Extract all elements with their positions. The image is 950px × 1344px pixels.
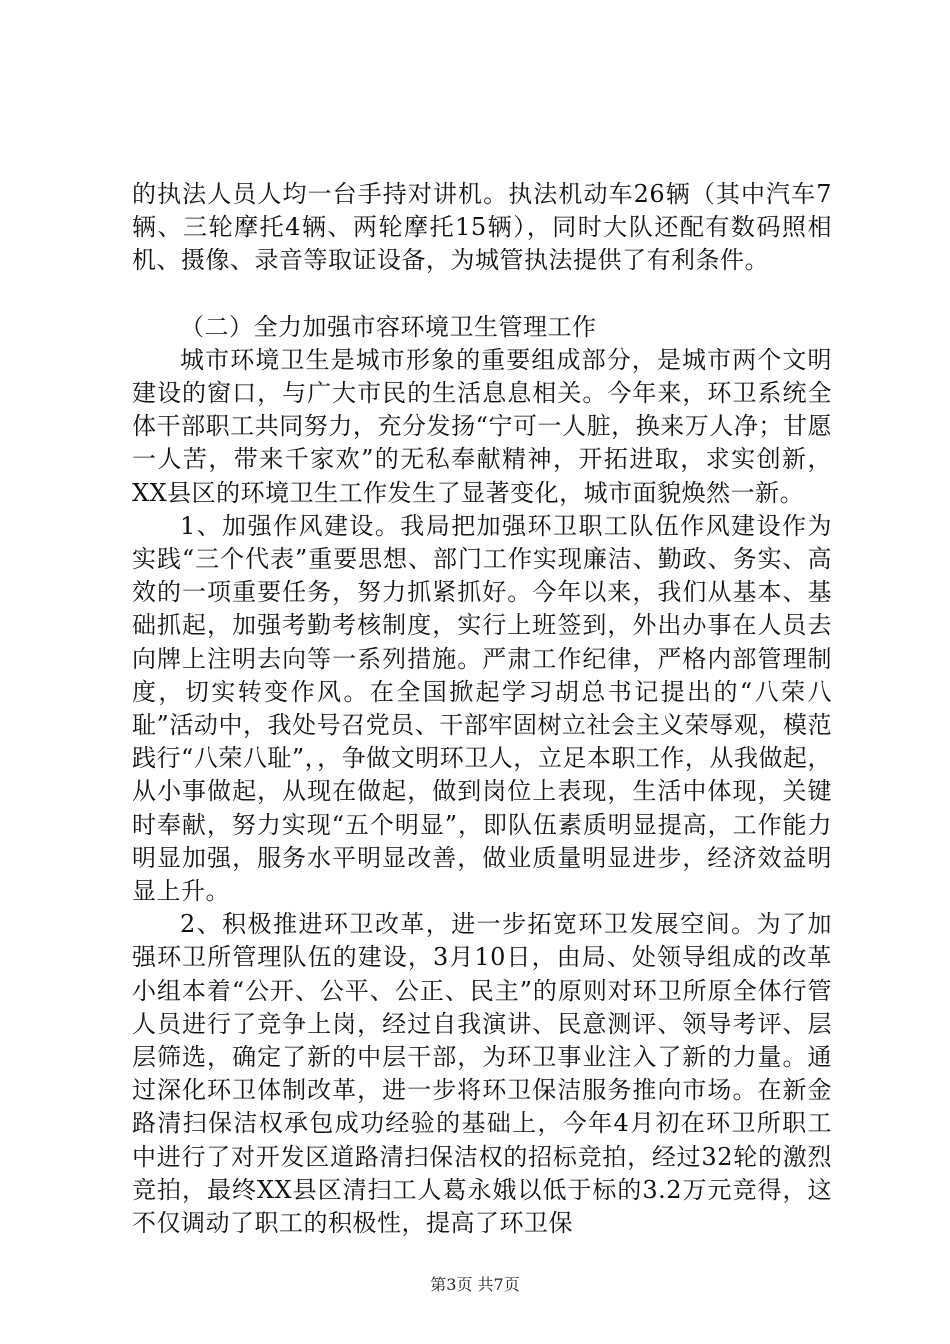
document-body bbox=[132, 178, 832, 1240]
section-heading: （二）全力加强市容环境卫生管理工作 bbox=[180, 312, 597, 341]
paragraph-intro: 城市环境卫生是城市形象的重要组成部分，是城市两个文明建设的窗口，与广大市民的生活息息相关。今年来，环卫系统全体干部职工共同努力，充分发扬“宁可一人脏，换来万人净；甘愿一人苦，带来千家欢”的无私奉献精神，开拓进取，求实创新，XX县区的环境卫生工作发生了显著变化，城市面貌焕然一新。 bbox=[132, 345, 832, 507]
paragraph-item-1: 1、加强作风建设。我局把加强环卫职工队伍作风建设作为实践“三个代表”重要思想、部门工作实现廉洁、勤政、务实、高效的一项重要任务，努力抓紧抓好。今年以来，我们从基本、基础抓起，加强考勤考核制度，实行上班签到，外出办事在人员去向牌上注明去向等一系列措施。严肃工作纪律，严格内部管理制度，切实转变作风。在全国掀起学习胡总书记提出的“八荣八耻”活动中，我处号召党员、干部牢固树立社会主义荣辱观，模范践行“八荣八耻”，，争做文明环卫人，立足本职工作，从我做起，从小事做起，从现在做起，做到岗位上表现，生活中体现，关键时奉献，努力实现“五个明显”，即队伍素质明显提高，工作能力明显加强，服务水平明显改善，做业质量明显进步，经济效益明显上升。 bbox=[132, 511, 832, 906]
paragraph-item-2: 2、积极推进环卫改革，进一步拓宽环卫发展空间。为了加强环卫所管理队伍的建设，3月10日，由局、处领导组成的改革小组本着“公开、公平、公正、民主”的原则对环卫所原全体行管人员进行了竞争上岗，经过自我演讲、民意测评、领导考评、层层筛选，确定了新的中层干部，为环卫事业注入了新的力量。通过深化环卫体制改革，进一步将环卫保洁服务推向市场。在新金路清扫保洁权承包成功经验的基础上，今年4月初在环卫所职工中进行了对开发区道路清扫保洁权的招标竞拍，经过32轮的激烈竞拍，最终XX县区清扫工人葛永娥以低于标的3.2万元竞得，这不仅调动了职工的积极性，提高了环卫保 bbox=[132, 910, 832, 1238]
page-number-footer: 第3页 共7页 bbox=[430, 1275, 520, 1294]
paragraph-continuation: 的执法人员人均一台手持对讲机。执法机动车26辆（其中汽车7辆、三轮摩托4辆、两轮摩托15辆），同时大队还配有数码照相机、摄像、录音等取证设备，为城管执法提供了有利条件。 bbox=[132, 180, 832, 275]
